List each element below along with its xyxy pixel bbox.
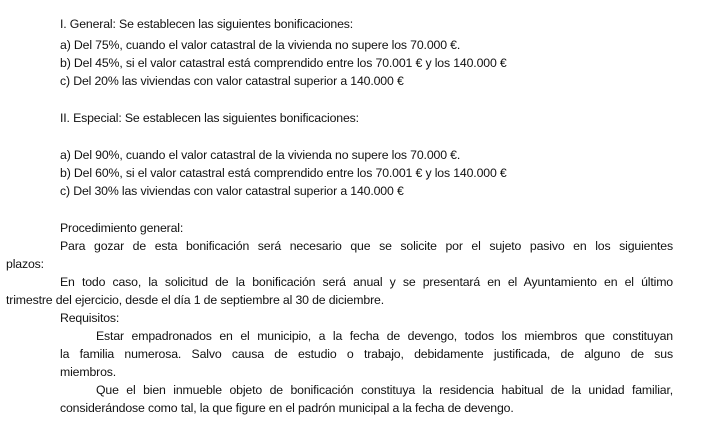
especial-item-b: b) Del 60%, si el valor catastral está comprendido entre los 70.001 € y los 140.000 € [60,166,507,180]
plazos-line-1: Para gozar de esta bonificación será necesario que se solicite por el sujeto pasivo en los siguientes [60,239,673,253]
general-item-b: b) Del 45%, si el valor catastral está comprendido entre los 70.001 € y los 140.000 € [60,56,507,70]
especial-item-a: a) Del 90%, cuando el valor catastral de la vivienda no supere los 70.000 €. [60,148,461,162]
requisito-2-line-1: Que el bien inmueble objeto de bonificación constituya la residencia habitual de la unidad familiar, [96,383,673,397]
solicitud-line-2: trimestre del ejercicio, desde el día 1 de septiembre al 30 de diciembre. [6,293,384,307]
especial-item-c: c) Del 30% las viviendas con valor catastral superior a 140.000 € [60,184,404,198]
procedimiento-heading: Procedimiento general: [60,221,184,235]
general-item-a: a) Del 75%, cuando el valor catastral de la vivienda no supere los 70.000 €. [60,38,461,52]
requisitos-heading: Requisitos: [60,311,120,325]
plazos-line-2: plazos: [6,257,44,271]
requisito-1-line-3: miembros. [60,365,117,379]
general-heading: I. General: Se establecen las siguientes bonificaciones: [60,17,354,31]
general-item-c: c) Del 20% las viviendas con valor catastral superior a 140.000 € [60,74,404,88]
especial-heading: II. Especial: Se establecen las siguientes bonificaciones: [60,111,359,125]
solicitud-line-1: En todo caso, la solicitud de la bonificación será anual y se presentará en el Ayuntamiento en el último [60,275,673,289]
requisito-2-line-2: considerándose como tal, la que figure en el padrón municipal a la fecha de devengo. [60,401,514,415]
requisito-1-line-2: la familia numerosa. Salvo causa de estudio o trabajo, debidamente justificada, de alguno de sus [60,347,673,361]
requisito-1-line-1: Estar empadronados en el municipio, a la fecha de devengo, todos los miembros que constituyan [96,329,673,343]
